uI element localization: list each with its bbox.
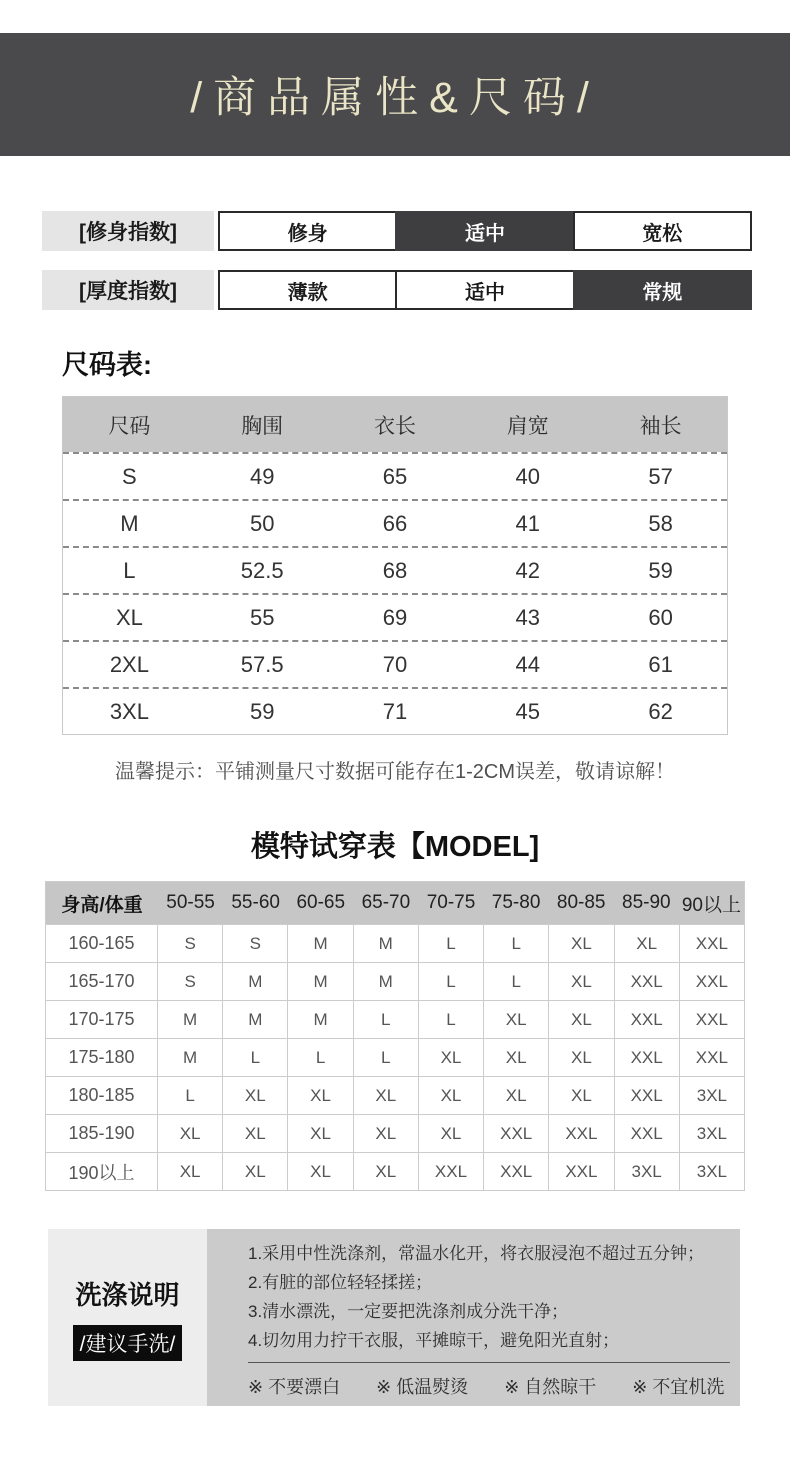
model-table-body [46,924,744,1190]
model-size-cell: XL [484,1039,549,1076]
weight-column-header: 80-85 [556,892,606,913]
fit-index-options [218,211,752,251]
model-size-cell: XL [158,1153,223,1190]
model-size-cell: XL [354,1153,419,1190]
size-table-row [63,640,727,687]
weight-column-header: 70-75 [426,892,476,913]
model-table-row [46,1076,744,1114]
size-column-header: 胸围 [241,414,284,438]
size-table-heading: 尺码表: [62,350,152,380]
model-size-cell: L [419,925,484,962]
size-table-cell: 58 [648,510,673,536]
height-row-header: 175-180 [46,1039,158,1076]
model-table-row [46,962,744,1000]
model-size-cell: M [223,963,288,1000]
size-table-row [63,499,727,546]
model-size-cell: M [158,1001,223,1038]
size-table-cell: 60 [648,604,673,630]
size-table-cell: 70 [382,651,408,677]
hand-wash-tag: /建议手洗/ [73,1325,183,1361]
wash-section [48,1229,740,1406]
model-size-cell: XXL [695,1009,728,1029]
model-size-cell: S [158,963,223,1000]
model-size-cell: XXL [549,1115,614,1152]
measurement-tip: 温馨提示：平铺测量尺寸数据可能存在1-2CM误差，敬请谅解！ [114,761,675,783]
model-fit-table [45,881,745,1191]
size-table-cell: 50 [249,510,275,536]
model-size-cell: L [484,963,549,1000]
index-option-selected: 适中 [395,211,574,251]
model-size-cell: L [288,1039,353,1076]
size-table-cell: 62 [648,698,673,724]
size-table-row [63,687,727,734]
model-size-cell: XL [419,1115,484,1152]
fit-index-label: [修身指数] [42,211,214,251]
size-table [62,396,728,735]
size-table-cell: S [122,463,137,489]
model-size-cell: XL [223,1077,288,1114]
size-table-cell: 49 [249,463,275,489]
model-size-cell: S [223,925,288,962]
size-table-cell: 71 [382,698,408,724]
model-size-cell: XL [549,1039,614,1076]
size-table-cell: 41 [515,510,541,536]
index-option: 修身 [218,211,397,251]
height-row-header: 185-190 [46,1115,158,1152]
size-table-cell: 40 [515,463,541,489]
wash-note: ※ 不宜机洗 [632,1377,725,1397]
model-table-row [46,1152,744,1190]
fit-index-row [42,211,752,251]
size-table-cell: 44 [515,651,541,677]
model-size-cell: XL [419,1039,484,1076]
model-size-cell: XL [484,1001,549,1038]
size-column-header: 衣长 [373,414,416,438]
model-size-cell: S [158,925,223,962]
weight-column-header: 60-65 [296,892,346,913]
model-size-cell: XL [549,963,614,1000]
size-table-cell: 57 [648,463,673,489]
size-column-header: 肩宽 [506,414,549,438]
wash-step: 3.清水漂洗，一定要把洗涤剂成分洗干净； [248,1302,569,1321]
size-table-row [63,593,727,640]
model-size-cell: L [419,963,484,1000]
model-size-cell: M [354,925,419,962]
model-size-cell: L [354,1001,419,1038]
size-table-cell: M [120,510,139,536]
wash-left-panel [48,1229,207,1406]
height-row-header: 180-185 [46,1077,158,1114]
model-size-cell: L [419,1001,484,1038]
model-size-cell: XXL [419,1153,484,1190]
model-size-cell: XXL [615,1077,680,1114]
size-table-header-row [63,397,727,452]
wash-heading: 洗涤说明 [75,1279,180,1310]
product-detail-page [0,33,790,1406]
model-size-cell: L [354,1039,419,1076]
model-size-cell: XL [419,1077,484,1114]
model-size-cell: XL [549,1077,614,1114]
model-size-cell: XXL [615,1039,680,1076]
model-size-cell: L [484,925,549,962]
model-size-cell: XL [288,1153,353,1190]
model-size-cell: XL [288,1115,353,1152]
model-size-cell: XL [158,1115,223,1152]
model-size-cell: XXL [549,1153,614,1190]
model-table-row [46,1038,744,1076]
size-column-header: 尺码 [108,414,151,438]
model-size-cell: XL [354,1115,419,1152]
size-table-cell: 42 [515,557,541,583]
model-size-cell: 3XL [696,1123,727,1143]
thickness-index-row [42,270,752,310]
height-row-header: 165-170 [46,963,158,1000]
model-size-cell: M [158,1039,223,1076]
model-size-cell: XXL [695,933,728,953]
model-size-cell: XXL [484,1115,549,1152]
model-size-cell: XL [223,1115,288,1152]
model-size-cell: M [288,1001,353,1038]
size-table-cell: 59 [648,557,673,583]
weight-column-header: 90以上 [681,894,741,916]
model-size-cell: XL [549,925,614,962]
model-size-cell: XL [549,1001,614,1038]
index-option: 宽松 [573,211,752,251]
model-table-corner-label: 身高/体重 [61,894,143,916]
size-column-header: 袖长 [639,414,682,438]
model-size-cell: XXL [695,971,728,991]
wash-instructions-panel [207,1229,740,1406]
size-table-cell: 66 [382,510,408,536]
model-table-row [46,924,744,962]
wash-step: 1.采用中性洗涤剂，常温水化开，将衣服浸泡不超过五分钟； [248,1244,705,1263]
size-table-cell: XL [115,604,143,630]
size-table-cell: 55 [249,604,275,630]
model-size-cell: XL [354,1077,419,1114]
model-size-cell: L [223,1039,288,1076]
wash-note: ※ 不要漂白 [248,1377,341,1397]
size-table-cell: L [123,557,136,583]
size-table-row [63,452,727,499]
thickness-index-options [218,270,752,310]
thickness-index-label: [厚度指数] [42,270,214,310]
model-size-cell: XL [484,1077,549,1114]
model-size-cell: M [354,963,419,1000]
model-table-title: 模特试穿表【MODEL] [250,831,540,863]
model-size-cell: XXL [615,1115,680,1152]
model-size-cell: 3XL [615,1153,680,1190]
model-size-cell: XXL [615,1001,680,1038]
size-table-cell: 43 [515,604,541,630]
height-row-header: 190以上 [46,1153,158,1190]
wash-note: ※ 低温熨烫 [376,1377,469,1397]
model-table-header-row [46,882,744,924]
model-size-cell: XL [288,1077,353,1114]
size-table-cell: 61 [648,651,673,677]
model-size-cell: L [158,1077,223,1114]
size-table-cell: 52.5 [240,557,284,583]
size-table-cell: 69 [382,604,408,630]
wash-step: 2.有脏的部位轻轻揉搓； [248,1273,433,1292]
section-banner [0,33,790,156]
size-table-cell: 57.5 [240,651,284,677]
model-size-cell: M [288,925,353,962]
wash-steps-list [248,1239,730,1355]
size-table-cell: 3XL [109,698,149,724]
model-size-cell: XXL [615,963,680,1000]
model-size-cell: 3XL [696,1085,727,1105]
model-size-cell: XXL [695,1047,728,1067]
model-table-row [46,1000,744,1038]
index-option: 适中 [395,270,574,310]
size-table-body [63,452,727,734]
wash-notes-row [248,1362,730,1399]
model-size-cell: XL [615,925,680,962]
model-size-cell: M [223,1001,288,1038]
model-size-cell: 3XL [696,1161,727,1181]
index-option: 薄款 [218,270,397,310]
model-size-cell: XXL [484,1153,549,1190]
model-size-cell: M [288,963,353,1000]
model-table-row [46,1114,744,1152]
wash-note: ※ 自然晾干 [504,1377,597,1397]
weight-column-header: 55-60 [231,892,280,913]
wash-step: 4.切勿用力拧干衣服，平摊晾干，避免阳光直射； [248,1331,620,1350]
weight-column-header: 75-80 [491,892,541,913]
size-table-cell: 2XL [109,651,149,677]
size-table-cell: 45 [515,698,541,724]
size-table-cell: 68 [382,557,408,583]
size-table-cell: 59 [249,698,275,724]
height-row-header: 170-175 [46,1001,158,1038]
size-table-cell: 65 [382,463,408,489]
weight-column-header: 65-70 [361,892,411,913]
page-title: /商品属性&尺码/ [190,74,600,122]
height-row-header: 160-165 [46,925,158,962]
size-table-row [63,546,727,593]
weight-column-header: 85-90 [622,892,671,913]
weight-column-header: 50-55 [166,892,215,913]
index-option-selected: 常规 [573,270,752,310]
model-size-cell: XL [223,1153,288,1190]
